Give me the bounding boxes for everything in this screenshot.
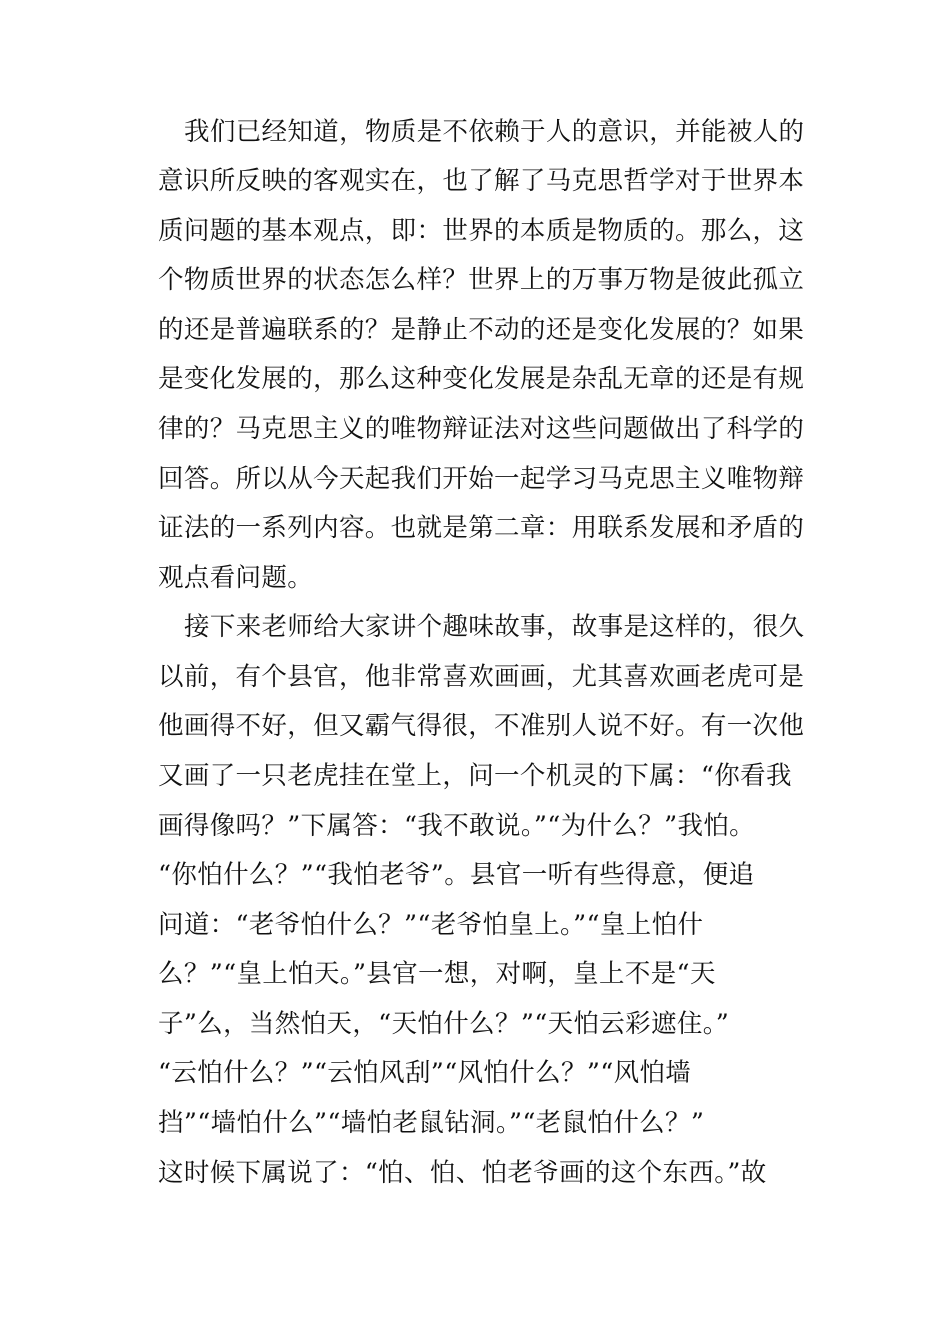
paragraph-1-line-8: 回答。所以从今天起我们开始一起学习马克思主义唯物辩: [158, 464, 805, 494]
paragraph-2-line-10: “云怕什么？”“云怕风刮”“风怕什么？”“风怕墙: [158, 1058, 692, 1088]
paragraph-2-line-2: 以前，有个县官，他非常喜欢画画，尤其喜欢画老虎可是: [158, 662, 805, 692]
paragraph-2-line-9: 子”么，当然怕天，“天怕什么？”“天怕云彩遮住。”: [158, 1009, 730, 1039]
paragraph-2-line-11: 挡”“墙怕什么”“墙怕老鼠钻洞。”“老鼠怕什么？”: [158, 1108, 705, 1138]
paragraph-1-line-1: 我们已经知道，物质是不依赖于人的意识，并能被人的: [184, 117, 805, 147]
paragraph-1-line-6: 是变化发展的，那么这种变化发展是杂乱无章的还是有规: [158, 364, 805, 394]
paragraph-1-line-9: 证法的一系列内容。也就是第二章：用联系发展和矛盾的: [158, 513, 805, 543]
paragraph-1-line-10: 观点看问题。: [158, 563, 314, 593]
paragraph-2-line-1: 接下来老师给大家讲个趣味故事，故事是这样的，很久: [184, 612, 805, 642]
paragraph-2-line-12: 这时候下属说了：“怕、怕、怕老爷画的这个东西。”故: [158, 1158, 767, 1188]
paragraph-2-line-6: “你怕什么？”“我怕老爷”。县官一听有些得意，便追: [158, 860, 755, 890]
paragraph-1-line-7: 律的？马克思主义的唯物辩证法对这些问题做出了科学的: [158, 414, 805, 444]
paragraph-2-line-4: 又画了一只老虎挂在堂上，问一个机灵的下属：“你看我: [158, 761, 792, 791]
paragraph-1-line-5: 的还是普遍联系的？是静止不动的还是变化发展的？如果: [158, 315, 805, 345]
paragraph-2-line-5: 画得像吗？”下属答：“我不敢说。”“为什么？”我怕。: [158, 811, 756, 841]
paragraph-1-line-2: 意识所反映的客观实在，也了解了马克思哲学对于世界本: [158, 166, 805, 196]
paragraph-1-line-3: 质问题的基本观点，即：世界的本质是物质的。那么，这: [158, 216, 805, 246]
paragraph-2-line-8: 么？”“皇上怕天。”县官一想，对啊，皇上不是“天: [158, 959, 716, 989]
paragraph-1-line-4: 个物质世界的状态怎么样？世界上的万事万物是彼此孤立: [158, 265, 805, 295]
paragraph-2-line-3: 他画得不好，但又霸气得很，不准别人说不好。有一次他: [158, 711, 805, 741]
paragraph-2-line-7: 问道：“老爷怕什么？”“老爷怕皇上。”“皇上怕什: [158, 910, 704, 940]
